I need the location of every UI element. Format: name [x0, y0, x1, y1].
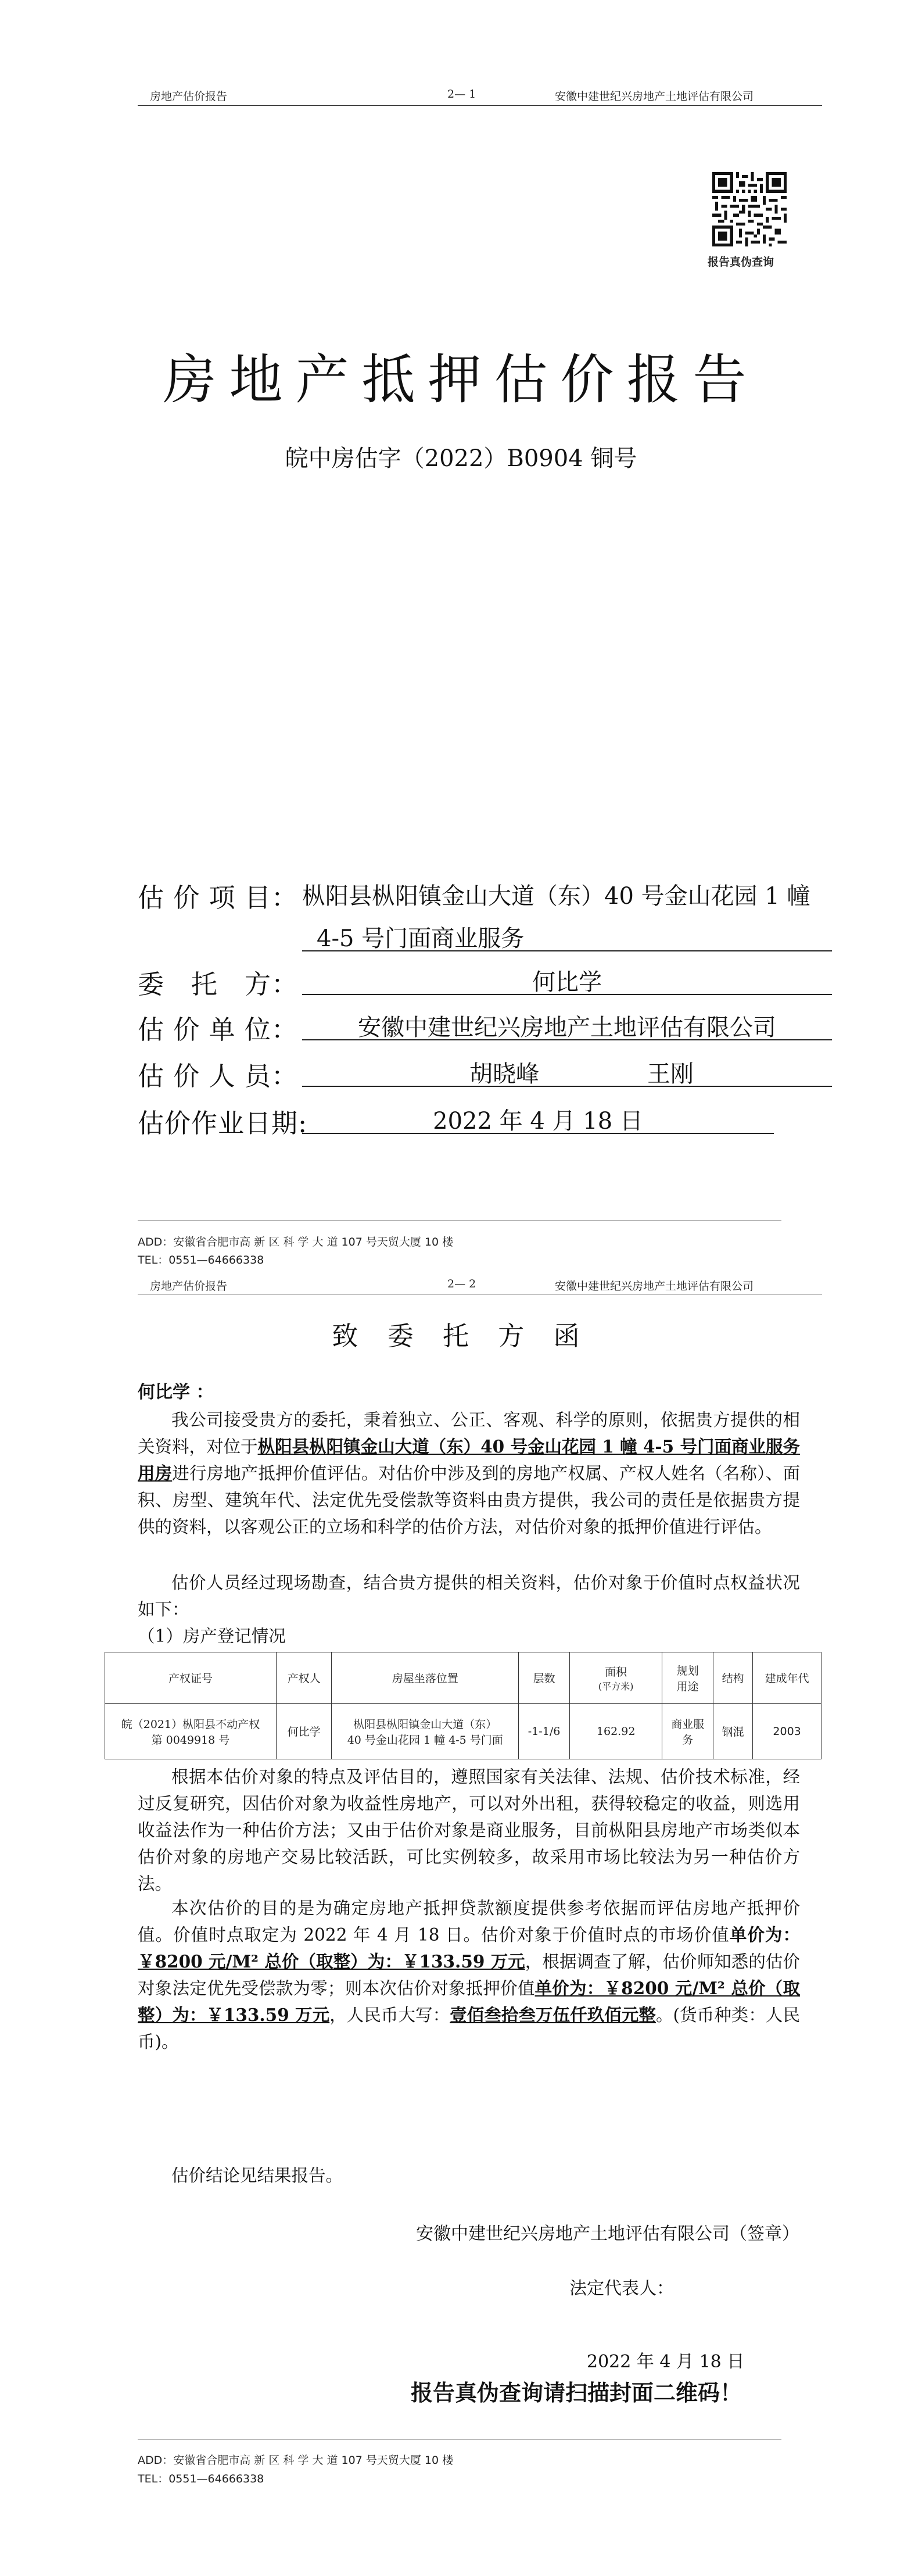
date-underline [302, 1133, 774, 1134]
cell-floors: -1-1/6 [519, 1704, 570, 1759]
date-value: 2022 年 4 月 18 日 [433, 1108, 643, 1135]
project-value-line1: 枞阳县枞阳镇金山大道（东）40 号金山花园 1 幢 [302, 883, 810, 910]
paragraph-methods: 根据本估价对象的特点及评估目的，遵照国家有关法律、法规、估价技术标准，经过反复研究，因估价对象为收益性房地产，可以对外出租，获得较稳定的收益，则选用收益法作为一种估价方法；又由于估价对象是商业服务，目前枞阳县房地产市场类似本估价对象的房地产交易比较活跃，可比实例较多，故采用市场比较法为另一种估价方法。 [138, 1767, 800, 1894]
area-header: 面积 [605, 1665, 627, 1679]
header-right: 安徽中建世纪兴房地产土地评估有限公司 [555, 1280, 754, 1293]
col-use [662, 1652, 713, 1704]
col-floors: 层数 [519, 1652, 570, 1704]
use-subheader: 用途 [676, 1680, 699, 1693]
qr-caption: 报告真伪查询 [708, 256, 774, 269]
valuer-name-2: 王刚 [647, 1061, 694, 1087]
unit-underline [302, 1039, 832, 1040]
table-header-row [105, 1652, 821, 1704]
project-underline [302, 950, 832, 951]
registration-table [105, 1652, 821, 1759]
paragraph-1 [138, 1407, 800, 1540]
paragraph-2: 估价人员经过现场勘查，结合贵方提供的相关资料，估价对象于价值时点权益状况如下： [138, 1573, 800, 1619]
client-label: 委 托 方： [138, 969, 299, 1000]
cert-line2: 第 0049918 号 [151, 1733, 230, 1747]
salutation: 何比学 ： [138, 1382, 214, 1403]
client-underline [302, 994, 832, 995]
verify-note: 报告真伪查询请扫描封面二维码！ [411, 2380, 742, 2406]
cell-structure: 钢混 [713, 1704, 753, 1759]
qr-code-icon[interactable] [712, 172, 787, 246]
date-label: 估价作业日期: [138, 1108, 308, 1139]
footer-address: ADD：安徽省合肥市高 新 区 科 学 大 道 107 号天贸大厦 10 楼 [138, 2454, 454, 2467]
letter-title: 致 委 托 方 函 [332, 1321, 590, 1351]
footer-tel: TEL：0551—64666338 [138, 2473, 264, 2485]
area-unit: (平方米) [598, 1680, 634, 1692]
location-line1: 枞阳县枞阳镇金山大道（东） [353, 1718, 497, 1731]
use-line2: 务 [682, 1733, 694, 1747]
client-value: 何比学 [532, 969, 602, 996]
cell-cert [105, 1704, 277, 1759]
project-label: 估 价 项 目： [138, 882, 298, 913]
letter-date: 2022 年 4 月 18 日 [587, 2352, 745, 2372]
header-left: 房地产估价报告 [150, 1280, 228, 1293]
market-value: ￥8200 元/M² 总价（取整）为：￥133.59 万元 [138, 1951, 525, 1972]
footer-tel: TEL：0551—64666338 [138, 1254, 264, 1266]
cell-area: 162.92 [570, 1704, 662, 1759]
p5-unit-price-label: 单价为： [729, 1924, 800, 1945]
p1-text-c: 进行房地产抵押价值评估。对估价中涉及到的房地产权属、产权人姓名（名称）、面积、房型、建筑年代、法定优先受偿款等资料由贵方提供，我公司的责任是依据贵方提供的资料，以客观公正的立场和科学的估价方法，对估价对象的抵押价值进行评估。 [138, 1464, 800, 1537]
valuer-label: 估 价 人 员： [138, 1061, 298, 1092]
legal-representative: 法定代表人： [569, 2278, 674, 2299]
col-location: 房屋坐落位置 [332, 1652, 519, 1704]
col-cert: 产权证号 [105, 1652, 277, 1704]
header-rule [138, 105, 822, 106]
p5-text-d: ，根据调查了解，估价师知悉的估价对象法定优先受偿款为零；则本次估价对象抵押价值 [138, 1952, 800, 1998]
cell-year: 2003 [753, 1704, 821, 1759]
p5-text-f: ，人民币大写： [329, 2005, 450, 2025]
header-right: 安徽中建世纪兴房地产土地评估有限公司 [555, 90, 754, 103]
p1-text-a: 我公司接受贵方的委托，秉着独立、公正、客观、科学的原则，依据贵方提供的相关资料，对位于 [138, 1410, 800, 1457]
paragraph-conclusion [138, 1895, 800, 2055]
unit-value: 安徽中建世纪兴房地产土地评估有限公司 [358, 1014, 776, 1041]
header-left: 房地产估价报告 [150, 90, 228, 103]
location-line2: 40 号金山花园 1 幢 4-5 号门面 [347, 1733, 503, 1747]
company-signature: 安徽中建世纪兴房地产土地评估有限公司（签章） [416, 2224, 799, 2244]
footer-address: ADD：安徽省合肥市高 新 区 科 学 大 道 107 号天贸大厦 10 楼 [138, 1236, 454, 1248]
cell-owner: 何比学 [276, 1704, 332, 1759]
col-owner: 产权人 [276, 1652, 332, 1704]
report-title: 房地产抵押估价报告 [163, 349, 759, 411]
cell-use [662, 1704, 713, 1759]
section-heading-registration: （1）房产登记情况 [138, 1626, 286, 1646]
col-year: 建成年代 [753, 1652, 821, 1704]
use-line1: 商业服 [671, 1718, 705, 1731]
p5-text-a: 本次估价的目的是为确定房地产抵押贷款额度提供参考依据而评估房地产抵押价值。价值时点取定为 2022 年 4 月 18 日。估价对象于价值时点的市场价值 [138, 1898, 800, 1945]
p5-text-h: 。(货币种类：人民币)。 [138, 2005, 800, 2052]
paragraph-see-report: 估价结论见结果报告。 [171, 2166, 343, 2185]
valuer-name-1: 胡晓峰 [469, 1061, 539, 1087]
report-number: 皖中房估字（2022）B0904 铜号 [285, 445, 637, 472]
mortgage-value: 单价为：￥8200 元/M² 总价（取整）为：￥133.59 万元 [138, 1978, 800, 2025]
cert-line1: 皖（2021）枞阳县不动产权 [121, 1718, 260, 1731]
use-header: 规划 [676, 1664, 699, 1677]
value-in-words: 壹佰叁拾叁万伍仟玖佰元整 [450, 2005, 656, 2025]
unit-label: 估 价 单 位： [138, 1014, 298, 1045]
col-structure: 结构 [713, 1652, 753, 1704]
valuer-underline [302, 1086, 832, 1087]
property-address: 枞阳县枞阳镇金山大道（东）40 号金山花园 1 幢 4-5 号门面商业服务用房 [138, 1436, 800, 1483]
table-row [105, 1704, 821, 1759]
cell-location [332, 1704, 519, 1759]
col-area [570, 1652, 662, 1704]
header-page-number: 2— 2 [447, 1278, 476, 1290]
project-value-line2: 4-5 号门面商业服务 [317, 925, 525, 952]
header-page-number: 2— 1 [447, 88, 476, 101]
